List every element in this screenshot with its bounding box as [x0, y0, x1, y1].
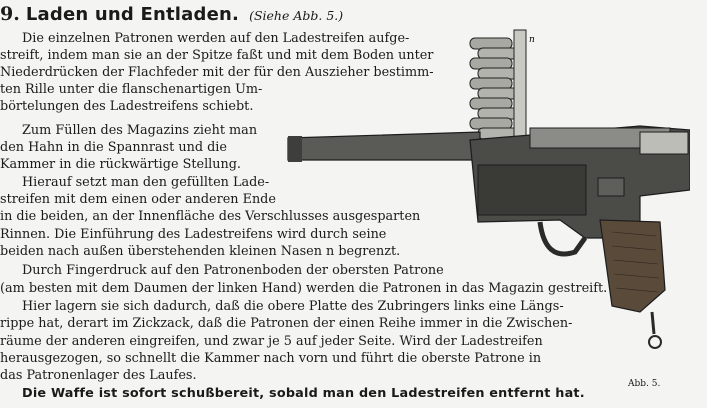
text-line: in die beiden, an der Innenfläche des Verschlusses ausgesparten [0, 209, 421, 224]
text-line: Niederdrücken der Flachfeder mit der für den Auszieher bestimm- [0, 65, 434, 80]
text-line: räume der anderen eingreifen, und zwar je 5 auf jeder Seite. Wird der Ladestreifen [0, 334, 543, 349]
text-line: Hierauf setzt man den gefüllten Lade- [22, 175, 270, 190]
figure-reference: (Siehe Abb. 5.) [249, 8, 344, 23]
text-line: Hier lagern sie sich dadurch, daß die obere Platte des Zubringers links eine Längs- [22, 299, 564, 314]
text-line: streifen mit dem einen oder anderen Ende [0, 192, 276, 207]
text-line: den Hahn in die Spannrast und die [0, 140, 227, 155]
text-line: Durch Fingerdruck auf den Patronenboden der obersten Patrone [22, 263, 444, 278]
text-line: rippe hat, derart im Zickzack, daß die Patronen der einen Reihe immer in die Zwischen- [0, 316, 573, 331]
section-title: Laden und Entladen. [25, 4, 240, 25]
section-number: 9. [0, 3, 20, 25]
cartridge-stack [470, 30, 526, 145]
text-line: (am besten mit dem Daumen der linken Hand) werden die Patronen in das Magazin gestreift. [0, 281, 608, 296]
text-line: das Patronenlager des Laufes. [0, 368, 197, 383]
text-line: Kammer in die rückwärtige Stellung. [0, 157, 242, 172]
text-line: herausgezogen, so schnellt die Kammer nach vorn und führt die oberste Patrone in [0, 351, 542, 366]
barrel [288, 132, 480, 160]
closing-statement: Die Waffe ist sofort schußbereit, sobald man den Ladestreifen entfernt hat. [22, 386, 585, 401]
text-line: Zum Füllen des Magazins zieht man [22, 123, 258, 138]
text-line: börtelungen des Ladestreifens schiebt. [0, 99, 254, 114]
figure-caption: Abb. 5. [628, 379, 661, 389]
text-line: Die einzelnen Patronen werden auf den Ladestreifen aufge- [22, 31, 410, 46]
text-line: ten Rille unter die flanschenartigen Um- [0, 82, 263, 97]
text-line: beiden nach außen überstehenden kleinen Nasen n begrenzt. [0, 244, 401, 259]
pistol-illustration [270, 22, 690, 357]
text-line: Rinnen. Die Einführung des Ladestreifens wird durch seine [0, 227, 387, 242]
text-line: streift, indem man sie an der Spitze faßt und mit dem Boden unter [0, 48, 434, 63]
label-n: n [529, 35, 535, 45]
